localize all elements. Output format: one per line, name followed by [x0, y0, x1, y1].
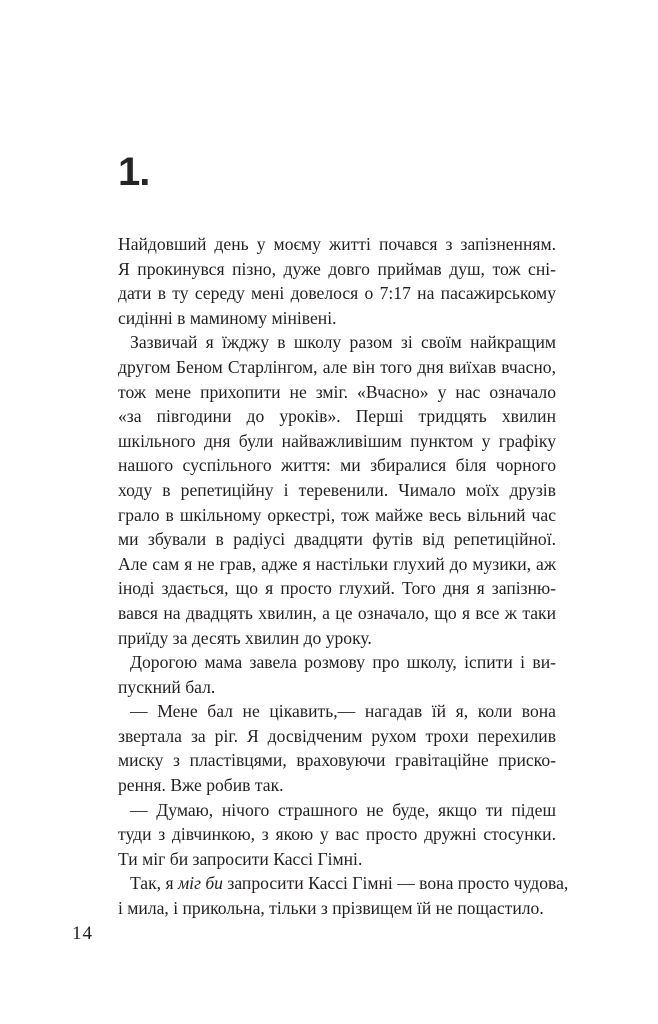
text-line: приїду за десять хвилин до уроку. [118, 627, 372, 648]
text-line: ходу в репетиційну і теревенили. Чимало моїх друзів [118, 479, 556, 500]
text-line: грало в шкільному оркестрі, тож майже весь вільний час [118, 504, 556, 525]
text-line: другом Беном Старлінгом, але він того дня виїхав вчасно, [118, 356, 556, 377]
text-line-end: запросити Кассі Гімні — вона просто чудова, [222, 873, 569, 894]
text-line: рення. Вже робив так. [118, 775, 284, 796]
text-line: Дорогою мама завела розмову про школу, іспити і ви- [130, 652, 556, 673]
text-line-start: Так, я [130, 873, 178, 894]
text-line: — Думаю, нічого страшного не буде, якщо ти підеш [130, 799, 556, 820]
text-line: іноді здається, що я просто глухий. Того дня я запізню- [118, 578, 556, 599]
text-line: «за півгодини до уроків». Перші тридцять хвилин [118, 406, 556, 427]
text-line: — Мене бал не цікавить,— нагадав їй я, коли вона [130, 701, 556, 722]
text-line: Зазвичай я їжджу в школу разом зі своїм найкращим [130, 332, 556, 353]
text-line [118, 871, 569, 896]
body-text [118, 232, 569, 921]
text-line: Я прокинувся пізно, дуже довго приймав душ, тож сні- [118, 258, 556, 279]
text-line: миску з пластівцями, враховуючи гравітаційне приско- [118, 750, 556, 771]
text-line: пускний бал. [118, 676, 216, 697]
text-line: туди з дівчинкою, з якою у вас просто дружні стосунки. [118, 824, 556, 845]
text-line: нашого суспільного життя: ми збиралися біля чорного [118, 455, 556, 476]
text-line: Найдовший день у моєму житті почався з запізненням. [118, 234, 556, 254]
text-line: і мила, і прикольна, тільки з прізвищем їй не пощастило. [118, 898, 544, 919]
text-line: ми збували в радіусі двадцяти футів від репетиційної. [118, 529, 556, 550]
chapter-heading: 1. [118, 150, 150, 194]
text-line: Ти міг би запросити Кассі Гімні. [118, 848, 363, 869]
page-number: 14 [72, 923, 93, 944]
text-line: вався на двадцять хвилин, а це означало, що я все ж таки [118, 602, 556, 623]
text-line: Але сам я не грав, адже я настільки глухий до музики, аж [118, 553, 556, 574]
text-line: сидінні в маминому мінівені. [118, 307, 337, 328]
text-line: шкільного дня були найважливішим пунктом у графіку [118, 430, 556, 451]
text-line: тож мене прихопити не зміг. «Вчасно» у нас означало [118, 381, 556, 402]
text-line: дати в ту середу мені довелося о 7:17 на пасажирському [118, 283, 556, 304]
text-line: звертала за ріг. Я досвідченим рухом трохи перехилив [118, 725, 556, 746]
italic-phrase: міг би [177, 873, 223, 894]
